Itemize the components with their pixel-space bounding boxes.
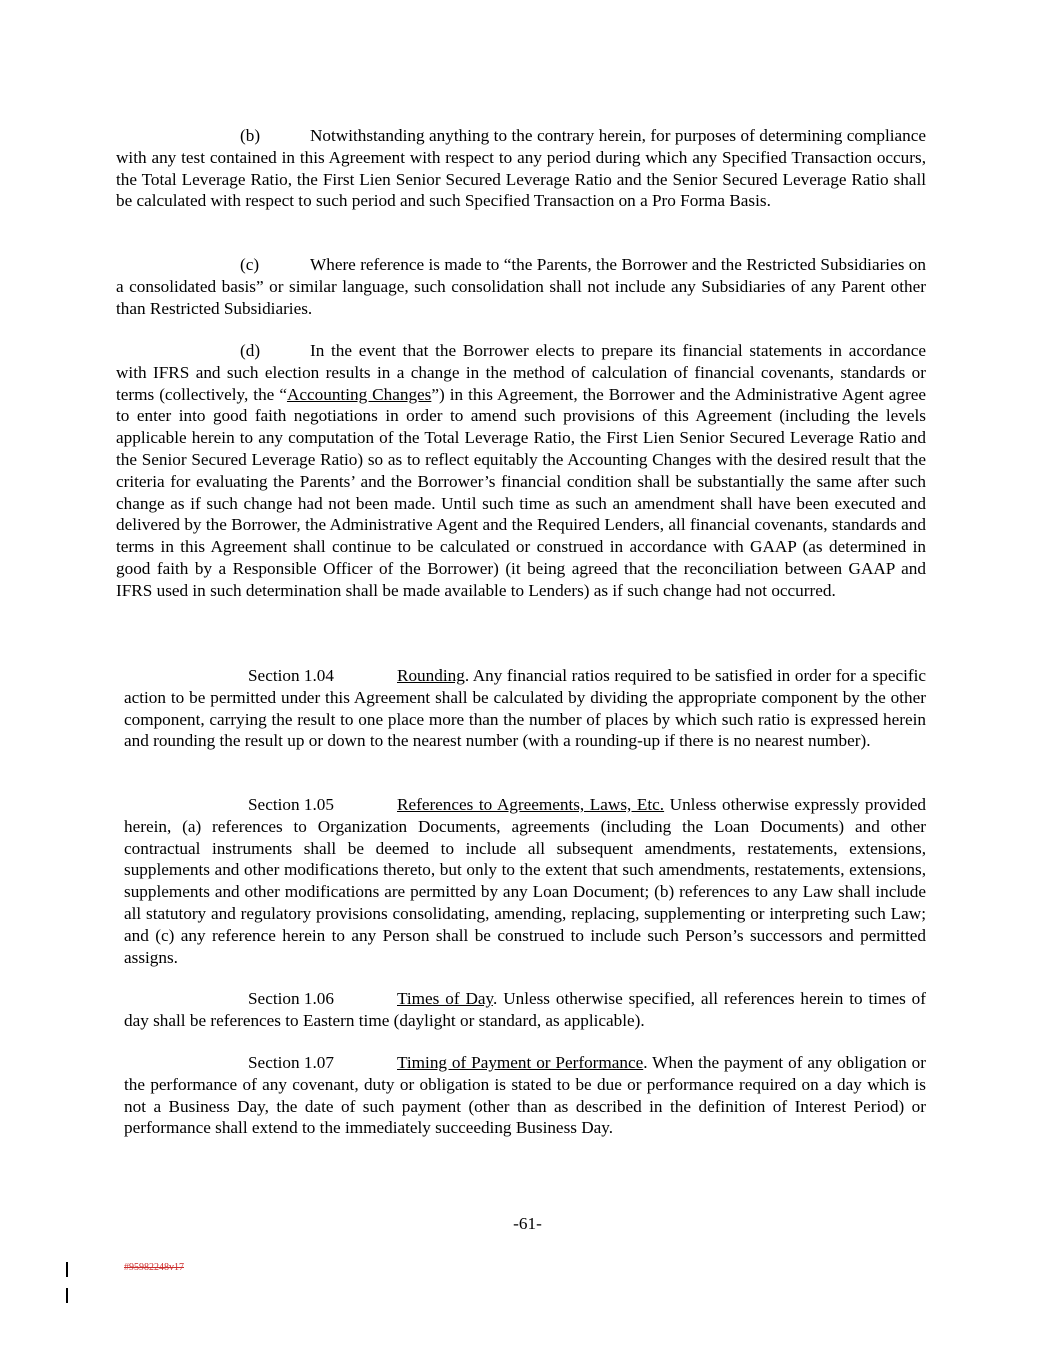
section-1-07-number: Section 1.07 bbox=[248, 1053, 334, 1072]
defined-term-accounting-changes: Accounting Changes bbox=[286, 384, 432, 404]
section-1-07-title: Timing of Payment or Performance bbox=[397, 1053, 644, 1072]
section-1-06-number: Section 1.06 bbox=[248, 989, 334, 1008]
paragraph-b-text: Notwithstanding anything to the contrary herein, for purposes of determining compliance with any test contained in this Agreement with respect to any period during which any Specified Transaction occurs, the Total Leverage Ratio, the First Lien Senior Secured Leverage Ratio and the Senior Secured Leverage Ratio shall be calculated with respect to such period and such Specified Transaction on a Pro Forma Basis. bbox=[116, 126, 926, 211]
section-1-07 bbox=[124, 1052, 926, 1139]
section-1-04 bbox=[124, 665, 926, 752]
section-1-04-text: . Any financial ratios required to be satisfied in order for a specific action to be permitted under this Agreement shall be calculated by dividing the appropriate component by the other component, carrying the result to one place more than the number of places by which such ratio is expressed herein and rounding the result up or down to the nearest number (with a rounding-up if there is no nearest number). bbox=[124, 666, 926, 751]
section-1-04-title: Rounding bbox=[397, 666, 465, 685]
paragraph-d-label: (d) bbox=[240, 341, 261, 360]
paragraph-d bbox=[116, 340, 926, 602]
section-1-05-title: References to Agreements, Laws, Etc. bbox=[397, 795, 665, 814]
paragraph-d-text-after: ”) in this Agreement, the Borrower and the Administrative Agent agree to enter into good faith negotiations in order to amend such provisions of this Agreement (including the levels applicable herein to any computation of the Total Leverage Ratio, the First Lien Senior Secured Leverage Ratio and the Senior Secured Leverage Ratio) so as to reflect equitably the Accounting Changes with the desired result that the criteria for evaluating the Parents’ and the Borrower’s financial condition shall be substantially the same after such change as if such change had not been made. Until such time as such an amendment shall have been executed and delivered by the Borrower, the Administrative Agent and the Required Lenders, all financial covenants, standards and terms in this Agreement shall continue to be calculated or construed in accordance with GAAP (as determined in good faith by a Responsible Officer of the Borrower) (it being agreed that the reconciliation between GAAP and IFRS used in such determination shall be made available to Lenders) as if such change had not occurred. bbox=[116, 384, 926, 600]
paragraph-d-text-before: In the event that the Borrower elects to prepare its financial statements in accordance with IFRS and such election results in a change in the method of calculation of financial covenants, standards or terms (collectively, the “ bbox=[116, 341, 926, 404]
section-1-05-number: Section 1.05 bbox=[248, 795, 334, 814]
paragraph-c-text: Where reference is made to “the Parents, the Borrower and the Restricted Subsidiaries on a consolidated basis” or similar language, such consolidation shall not include any Subsidiaries of any Parent other than Restricted Subsidiaries. bbox=[116, 255, 926, 318]
section-1-06-title: Times of Day bbox=[397, 989, 493, 1008]
section-1-06 bbox=[124, 988, 926, 1032]
paragraph-b-label: (b) bbox=[240, 126, 261, 145]
paragraph-c bbox=[116, 254, 926, 319]
section-1-04-number: Section 1.04 bbox=[248, 666, 334, 685]
paragraph-b bbox=[116, 125, 926, 212]
section-1-05-text: Unless otherwise expressly provided herein, (a) references to Organization Documents, agreements (including the Loan Documents) and other contractual instruments shall be deemed to include all subsequent amendments, restatements, extensions, supplements and other modifications thereto, but only to the extent that such amendments, restatements, extensions, supplements and other modifications are permitted by any Loan Document; (b) references to any Law shall include all statutory and regulatory provisions consolidating, amending, replacing, supplementing or interpreting such Law; and (c) any reference herein to any Person shall be construed to include such Person’s successors and permitted assigns. bbox=[124, 795, 927, 967]
change-bar bbox=[66, 1262, 68, 1277]
page-number: -61- bbox=[513, 1214, 542, 1233]
section-1-05 bbox=[124, 794, 926, 968]
section-1-06-text: . Unless otherwise specified, all references herein to times of day shall be references to Eastern time (daylight or standard, as applicable). bbox=[124, 989, 926, 1030]
change-bar bbox=[66, 1288, 68, 1303]
document-id: #95982248v17 bbox=[124, 1262, 184, 1273]
section-1-07-text: . When the payment of any obligation or the performance of any covenant, duty or obligation is stated to be due or performance required on a day which is not a Business Day, the date of such payment (other than as described in the definition of Interest Period) or performance shall extend to the immediately succeeding Business Day. bbox=[124, 1053, 926, 1138]
paragraph-c-label: (c) bbox=[240, 255, 260, 274]
